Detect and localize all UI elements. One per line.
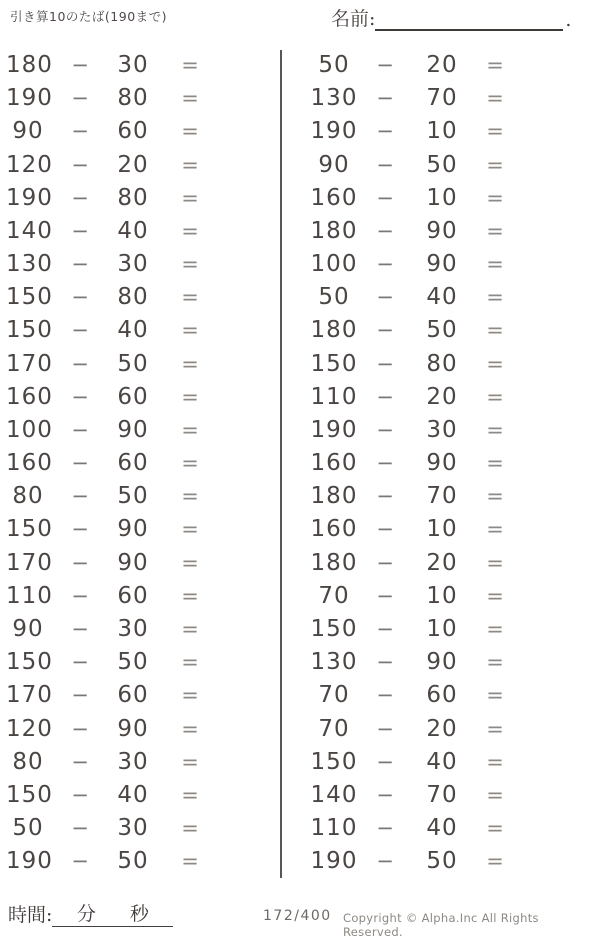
minuend: 80 bbox=[12, 483, 44, 510]
subtrahend: 40 bbox=[426, 284, 458, 311]
equals-sign: = bbox=[181, 782, 199, 807]
problem-row bbox=[6, 82, 236, 115]
equals-sign: = bbox=[181, 119, 199, 144]
minus-operator: − bbox=[376, 583, 394, 608]
problem-row bbox=[307, 281, 537, 314]
subtrahend: 90 bbox=[426, 251, 458, 278]
minuend: 150 bbox=[6, 516, 53, 543]
subtrahend: 30 bbox=[117, 748, 149, 775]
minuend: 160 bbox=[310, 450, 358, 477]
subtrahend: 30 bbox=[117, 616, 149, 642]
minuend: 160 bbox=[6, 450, 53, 477]
subtrahend: 50 bbox=[117, 649, 149, 676]
equals-sign: = bbox=[486, 152, 504, 177]
minus-operator: − bbox=[376, 617, 394, 641]
equals-sign: = bbox=[181, 185, 199, 210]
equals-sign: = bbox=[486, 617, 504, 641]
minuend: 120 bbox=[6, 151, 53, 178]
subtrahend: 60 bbox=[117, 118, 149, 145]
worksheet-title: 引き算10のたば(190まで) bbox=[10, 9, 168, 24]
minuend: 150 bbox=[6, 781, 53, 808]
subtrahend: 60 bbox=[117, 383, 149, 410]
problem-row bbox=[6, 845, 236, 878]
problem-row bbox=[6, 613, 236, 646]
minus-operator: − bbox=[71, 550, 89, 575]
minus-operator: − bbox=[376, 451, 394, 476]
minus-operator: − bbox=[71, 683, 89, 708]
problem-row bbox=[307, 348, 537, 381]
minus-operator: − bbox=[71, 152, 89, 177]
equals-sign: = bbox=[181, 749, 199, 774]
minuend: 130 bbox=[310, 649, 358, 676]
minus-operator: − bbox=[376, 484, 394, 509]
minus-operator: − bbox=[376, 318, 394, 343]
problem-row bbox=[307, 547, 537, 580]
subtrahend: 50 bbox=[426, 848, 458, 875]
minus-operator: − bbox=[376, 417, 394, 442]
problem-row bbox=[6, 281, 236, 314]
equals-sign: = bbox=[181, 451, 199, 476]
minus-operator: − bbox=[376, 716, 394, 741]
subtrahend: 30 bbox=[426, 416, 458, 443]
problem-row bbox=[307, 49, 537, 82]
equals-sign: = bbox=[486, 218, 504, 243]
subtrahend: 90 bbox=[117, 416, 149, 443]
minuend: 80 bbox=[12, 748, 44, 775]
minus-operator: − bbox=[71, 53, 89, 78]
problem-row bbox=[6, 215, 236, 248]
minuend: 110 bbox=[310, 383, 358, 410]
minuend: 150 bbox=[6, 649, 53, 676]
minus-operator: − bbox=[71, 816, 89, 841]
equals-sign: = bbox=[181, 650, 199, 675]
minus-operator: − bbox=[376, 749, 394, 774]
subtrahend: 90 bbox=[117, 516, 149, 543]
equals-sign: = bbox=[181, 318, 199, 343]
equals-sign: = bbox=[486, 583, 504, 608]
equals-sign: = bbox=[181, 152, 199, 177]
minuend: 190 bbox=[310, 848, 358, 875]
minus-operator: − bbox=[71, 849, 89, 874]
equals-sign: = bbox=[486, 384, 504, 409]
time-blank-line bbox=[52, 903, 173, 927]
minus-operator: − bbox=[376, 185, 394, 210]
problem-row bbox=[307, 613, 537, 646]
minus-operator: − bbox=[71, 749, 89, 774]
equals-sign: = bbox=[181, 86, 199, 111]
minus-operator: − bbox=[376, 152, 394, 177]
problem-row bbox=[6, 248, 236, 281]
minuend: 180 bbox=[310, 483, 358, 510]
subtrahend: 80 bbox=[426, 350, 458, 377]
problem-row bbox=[307, 248, 537, 281]
minuend: 170 bbox=[6, 682, 53, 709]
minus-operator: − bbox=[71, 252, 89, 277]
problem-row bbox=[307, 149, 537, 182]
subtrahend: 20 bbox=[426, 52, 458, 79]
minus-operator: − bbox=[71, 351, 89, 376]
equals-sign: = bbox=[486, 517, 504, 542]
problem-row bbox=[6, 480, 236, 513]
equals-sign: = bbox=[181, 849, 199, 874]
problem-row bbox=[307, 414, 537, 447]
problem-row bbox=[307, 779, 537, 812]
problem-row bbox=[6, 314, 236, 347]
problem-row bbox=[6, 580, 236, 613]
problem-row bbox=[6, 746, 236, 779]
subtrahend: 20 bbox=[426, 383, 458, 410]
subtrahend: 80 bbox=[117, 184, 149, 211]
subtrahend: 30 bbox=[117, 52, 149, 79]
minuend: 180 bbox=[310, 317, 358, 344]
subtrahend: 10 bbox=[426, 616, 458, 642]
subtrahend: 50 bbox=[426, 317, 458, 344]
subtrahend: 20 bbox=[426, 715, 458, 742]
equals-sign: = bbox=[486, 749, 504, 774]
subtrahend: 90 bbox=[117, 715, 149, 742]
equals-sign: = bbox=[181, 351, 199, 376]
equals-sign: = bbox=[486, 683, 504, 708]
subtrahend: 40 bbox=[426, 748, 458, 775]
equals-sign: = bbox=[486, 53, 504, 78]
minuend: 90 bbox=[12, 616, 44, 642]
subtrahend: 70 bbox=[426, 483, 458, 510]
equals-sign: = bbox=[486, 417, 504, 442]
equals-sign: = bbox=[181, 417, 199, 442]
problem-row bbox=[307, 746, 537, 779]
problem-row bbox=[6, 547, 236, 580]
subtrahend: 20 bbox=[117, 151, 149, 178]
minus-operator: − bbox=[376, 86, 394, 111]
problem-row bbox=[6, 447, 236, 480]
minus-operator: − bbox=[71, 417, 89, 442]
problem-row bbox=[307, 513, 537, 546]
problem-row bbox=[307, 812, 537, 845]
name-line-period: . bbox=[565, 9, 572, 31]
minuend: 70 bbox=[318, 682, 350, 709]
minutes-label: 分 bbox=[76, 903, 96, 925]
subtrahend: 50 bbox=[117, 483, 149, 510]
problem-row bbox=[6, 414, 236, 447]
minus-operator: − bbox=[71, 617, 89, 641]
problems-area bbox=[0, 49, 600, 879]
subtrahend: 20 bbox=[426, 549, 458, 576]
minus-operator: − bbox=[71, 318, 89, 343]
minus-operator: − bbox=[71, 782, 89, 807]
minus-operator: − bbox=[376, 683, 394, 708]
minus-operator: − bbox=[376, 252, 394, 277]
minuend: 140 bbox=[6, 217, 53, 244]
problem-row bbox=[6, 182, 236, 215]
subtrahend: 40 bbox=[117, 317, 149, 344]
minus-operator: − bbox=[376, 53, 394, 78]
minuend: 50 bbox=[318, 52, 350, 79]
minuend: 190 bbox=[310, 118, 358, 145]
minuend: 190 bbox=[6, 85, 53, 112]
equals-sign: = bbox=[181, 252, 199, 277]
equals-sign: = bbox=[181, 218, 199, 243]
equals-sign: = bbox=[486, 849, 504, 874]
subtrahend: 30 bbox=[117, 251, 149, 278]
minuend: 130 bbox=[6, 251, 53, 278]
minus-operator: − bbox=[71, 650, 89, 675]
subtrahend: 10 bbox=[426, 582, 458, 609]
minuend: 170 bbox=[6, 350, 53, 377]
subtrahend: 50 bbox=[117, 848, 149, 875]
minuend: 190 bbox=[6, 184, 53, 211]
subtrahend: 60 bbox=[117, 582, 149, 609]
seconds-label: 秒 bbox=[129, 903, 149, 925]
page-number: 172/400 bbox=[263, 908, 332, 924]
problem-row bbox=[307, 480, 537, 513]
subtrahend: 40 bbox=[117, 781, 149, 808]
minus-operator: − bbox=[71, 185, 89, 210]
problem-row bbox=[307, 447, 537, 480]
minus-operator: − bbox=[71, 517, 89, 542]
name-label: 名前: bbox=[331, 8, 376, 30]
equals-sign: = bbox=[181, 617, 199, 641]
equals-sign: = bbox=[181, 517, 199, 542]
equals-sign: = bbox=[181, 816, 199, 841]
minus-operator: − bbox=[71, 451, 89, 476]
minus-operator: − bbox=[71, 484, 89, 509]
equals-sign: = bbox=[486, 550, 504, 575]
problem-row bbox=[307, 679, 537, 712]
minuend: 180 bbox=[6, 52, 53, 79]
minuend: 90 bbox=[318, 151, 350, 178]
copyright-text: Copyright © Alpha.Inc All Rights Reserved. bbox=[343, 911, 539, 939]
subtrahend: 80 bbox=[117, 284, 149, 311]
subtrahend: 10 bbox=[426, 516, 458, 543]
minus-operator: − bbox=[376, 285, 394, 310]
minus-operator: − bbox=[376, 849, 394, 874]
problem-row bbox=[307, 215, 537, 248]
subtrahend: 90 bbox=[117, 549, 149, 576]
subtrahend: 70 bbox=[426, 85, 458, 112]
minuend: 150 bbox=[310, 350, 358, 377]
problem-row bbox=[307, 381, 537, 414]
problem-row bbox=[6, 513, 236, 546]
subtrahend: 60 bbox=[117, 682, 149, 709]
equals-sign: = bbox=[486, 782, 504, 807]
minus-operator: − bbox=[376, 816, 394, 841]
minus-operator: − bbox=[376, 351, 394, 376]
minus-operator: − bbox=[71, 716, 89, 741]
minuend: 50 bbox=[318, 284, 350, 311]
minuend: 100 bbox=[310, 251, 358, 278]
minuend: 170 bbox=[6, 549, 53, 576]
equals-sign: = bbox=[486, 484, 504, 509]
equals-sign: = bbox=[486, 650, 504, 675]
minuend: 130 bbox=[310, 85, 358, 112]
equals-sign: = bbox=[181, 716, 199, 741]
problem-row bbox=[6, 812, 236, 845]
minus-operator: − bbox=[376, 517, 394, 542]
problem-row bbox=[6, 679, 236, 712]
minuend: 50 bbox=[12, 815, 44, 842]
minus-operator: − bbox=[71, 583, 89, 608]
minuend: 190 bbox=[6, 848, 53, 875]
equals-sign: = bbox=[486, 119, 504, 144]
problem-row bbox=[6, 381, 236, 414]
minuend: 190 bbox=[310, 416, 358, 443]
minus-operator: − bbox=[376, 550, 394, 575]
minuend: 140 bbox=[310, 781, 358, 808]
minus-operator: − bbox=[71, 285, 89, 310]
minus-operator: − bbox=[71, 119, 89, 144]
problem-row bbox=[307, 115, 537, 148]
equals-sign: = bbox=[486, 716, 504, 741]
problem-row bbox=[6, 49, 236, 82]
equals-sign: = bbox=[181, 285, 199, 310]
problem-row bbox=[6, 779, 236, 812]
minuend: 120 bbox=[6, 715, 53, 742]
equals-sign: = bbox=[486, 451, 504, 476]
subtrahend: 10 bbox=[426, 184, 458, 211]
subtrahend: 90 bbox=[426, 649, 458, 676]
minuend: 150 bbox=[310, 748, 358, 775]
minuend: 90 bbox=[12, 118, 44, 145]
minuend: 160 bbox=[6, 383, 53, 410]
time-field bbox=[8, 900, 173, 927]
minuend: 150 bbox=[310, 616, 358, 642]
problem-row bbox=[6, 149, 236, 182]
problems-column-left bbox=[6, 49, 236, 878]
equals-sign: = bbox=[181, 384, 199, 409]
equals-sign: = bbox=[486, 816, 504, 841]
minuend: 70 bbox=[318, 582, 350, 609]
minus-operator: − bbox=[71, 86, 89, 111]
problem-row bbox=[6, 348, 236, 381]
equals-sign: = bbox=[486, 86, 504, 111]
minus-operator: − bbox=[376, 650, 394, 675]
problem-row bbox=[6, 115, 236, 148]
subtrahend: 90 bbox=[426, 217, 458, 244]
equals-sign: = bbox=[486, 318, 504, 343]
column-divider-line bbox=[280, 50, 282, 878]
subtrahend: 40 bbox=[117, 217, 149, 244]
equals-sign: = bbox=[181, 683, 199, 708]
subtrahend: 50 bbox=[117, 350, 149, 377]
problem-row bbox=[6, 712, 236, 745]
minuend: 150 bbox=[6, 317, 53, 344]
minus-operator: − bbox=[376, 384, 394, 409]
minuend: 180 bbox=[310, 217, 358, 244]
problems-column-right bbox=[307, 49, 537, 878]
equals-sign: = bbox=[486, 185, 504, 210]
equals-sign: = bbox=[181, 484, 199, 509]
name-blank-line bbox=[375, 8, 563, 31]
minus-operator: − bbox=[376, 218, 394, 243]
subtrahend: 90 bbox=[426, 450, 458, 477]
subtrahend: 60 bbox=[117, 450, 149, 477]
minuend: 150 bbox=[6, 284, 53, 311]
minus-operator: − bbox=[71, 384, 89, 409]
problem-row bbox=[6, 646, 236, 679]
problem-row bbox=[307, 82, 537, 115]
minus-operator: − bbox=[376, 782, 394, 807]
subtrahend: 30 bbox=[117, 815, 149, 842]
problem-row bbox=[307, 712, 537, 745]
time-label: 時間: bbox=[8, 904, 53, 926]
subtrahend: 70 bbox=[426, 781, 458, 808]
equals-sign: = bbox=[486, 351, 504, 376]
minuend: 180 bbox=[310, 549, 358, 576]
problem-row bbox=[307, 580, 537, 613]
problem-row bbox=[307, 314, 537, 347]
minuend: 160 bbox=[310, 184, 358, 211]
subtrahend: 50 bbox=[426, 151, 458, 178]
minus-operator: − bbox=[71, 218, 89, 243]
name-field bbox=[331, 4, 571, 31]
equals-sign: = bbox=[181, 550, 199, 575]
equals-sign: = bbox=[486, 285, 504, 310]
subtrahend: 10 bbox=[426, 118, 458, 145]
problem-row bbox=[307, 646, 537, 679]
minuend: 110 bbox=[310, 815, 358, 842]
subtrahend: 80 bbox=[117, 85, 149, 112]
minuend: 160 bbox=[310, 516, 358, 543]
minus-operator: − bbox=[376, 119, 394, 144]
equals-sign: = bbox=[181, 53, 199, 78]
minuend: 70 bbox=[318, 715, 350, 742]
problem-row bbox=[307, 845, 537, 878]
equals-sign: = bbox=[486, 252, 504, 277]
equals-sign: = bbox=[181, 583, 199, 608]
minuend: 110 bbox=[6, 582, 53, 609]
subtrahend: 60 bbox=[426, 682, 458, 709]
problem-row bbox=[307, 182, 537, 215]
minuend: 100 bbox=[6, 416, 53, 443]
subtrahend: 40 bbox=[426, 815, 458, 842]
